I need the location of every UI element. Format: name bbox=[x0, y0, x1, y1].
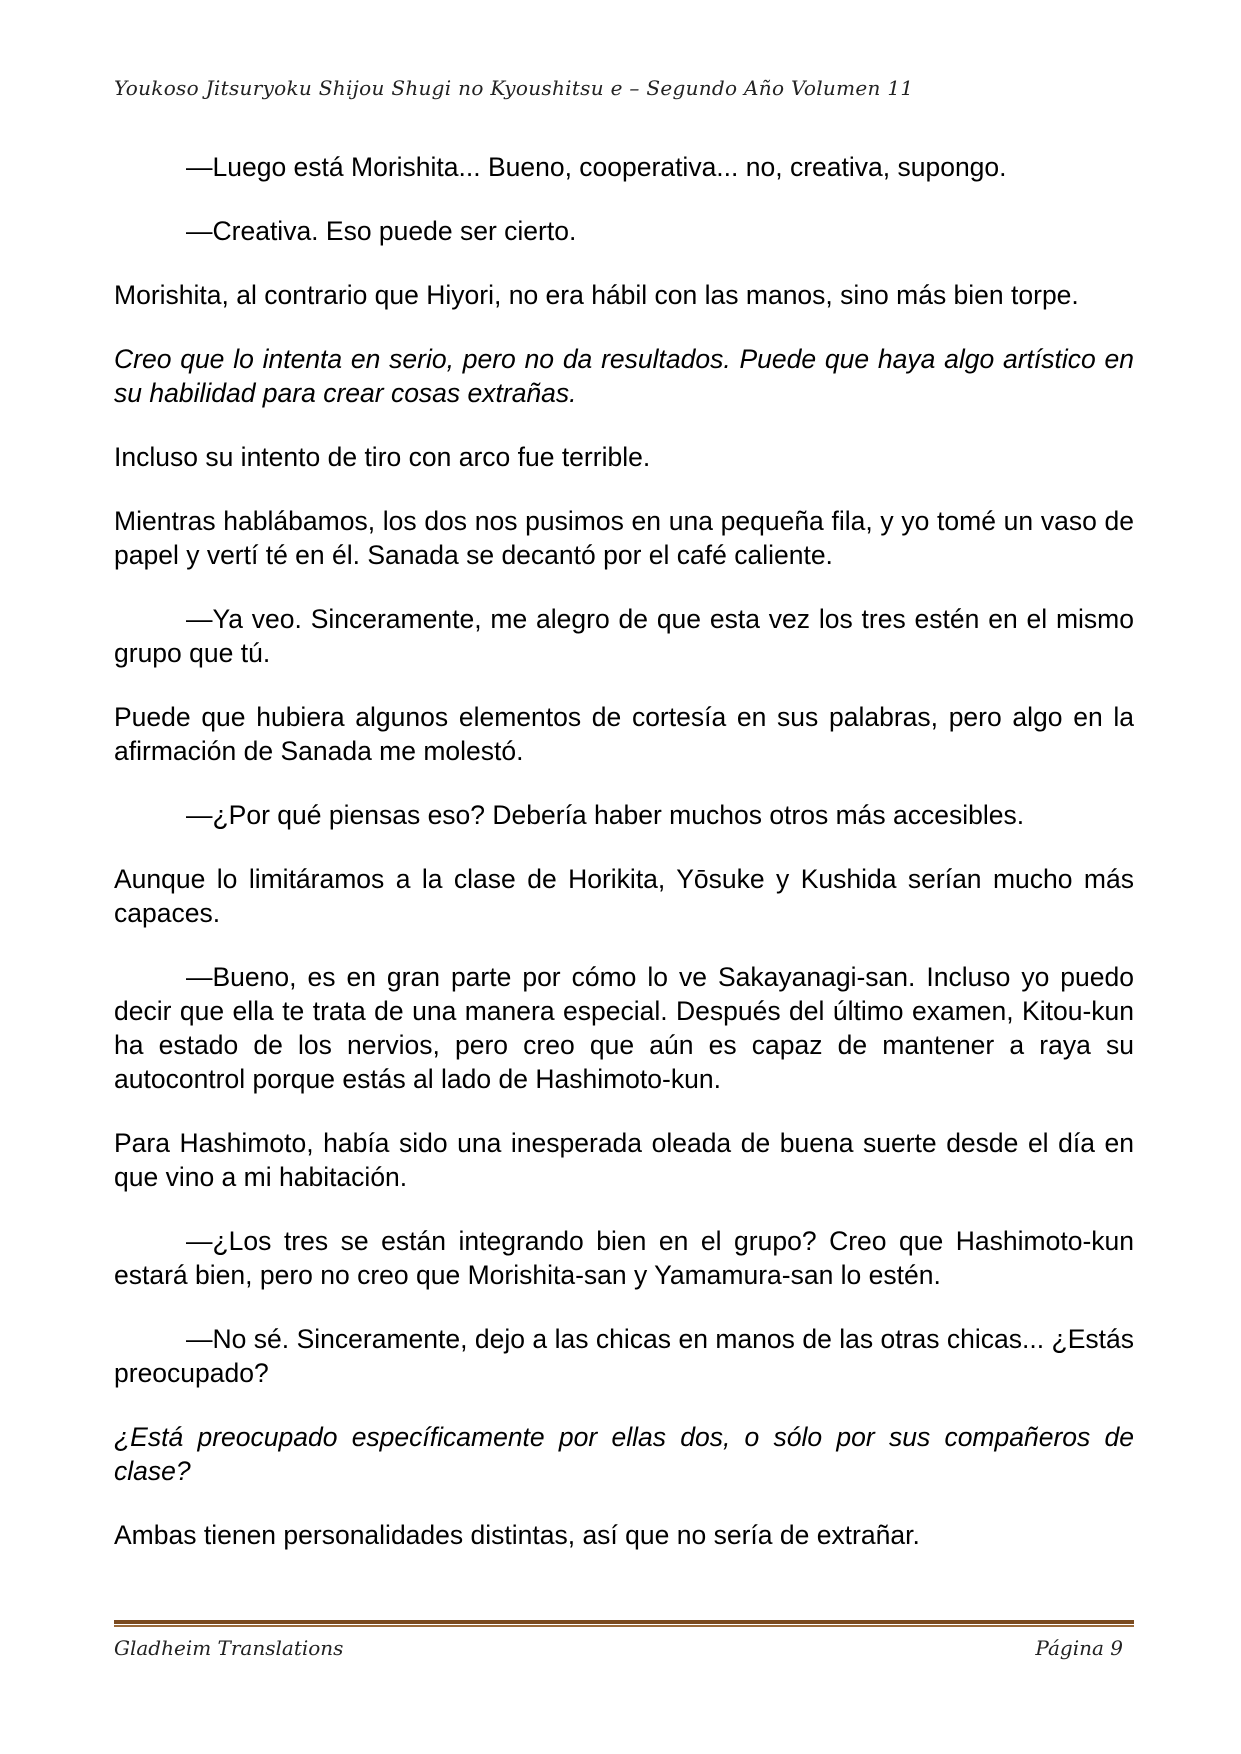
running-header: Youkoso Jitsuryoku Shijou Shugi no Kyoushitsu e – Segundo Año Volumen 11 bbox=[114, 76, 914, 100]
paragraph-dialogue: —No sé. Sinceramente, dejo a las chicas en manos de las otras chicas... ¿Estás preocupado? bbox=[114, 1324, 1134, 1388]
paragraph-narration: Puede que hubiera algunos elementos de cortesía en sus palabras, pero algo en la afirmación de Sanada me molestó. bbox=[114, 702, 1134, 766]
footer-divider-thin bbox=[114, 1625, 1134, 1627]
paragraph-dialogue: —Luego está Morishita... Bueno, cooperativa... no, creativa, supongo. bbox=[186, 152, 1007, 182]
footer-publisher: Gladheim Translations bbox=[114, 1636, 344, 1660]
footer-divider bbox=[114, 1620, 1134, 1627]
page-body bbox=[114, 150, 1134, 1582]
paragraph-thought: Creo que lo intenta en serio, pero no da resultados. Puede que haya algo artístico en su habilidad para crear cosas extrañas. bbox=[114, 344, 1134, 408]
paragraph-thought: ¿Está preocupado específicamente por ellas dos, o sólo por sus compañeros de clase? bbox=[114, 1422, 1134, 1486]
paragraph-narration: Para Hashimoto, había sido una inesperada oleada de buena suerte desde el día en que vino a mi habitación. bbox=[114, 1128, 1134, 1192]
paragraph-narration: Ambas tienen personalidades distintas, así que no sería de extrañar. bbox=[114, 1520, 920, 1550]
paragraph-narration: Incluso su intento de tiro con arco fue terrible. bbox=[114, 442, 651, 472]
paragraph-dialogue: —Bueno, es en gran parte por cómo lo ve Sakayanagi-san. Incluso yo puedo decir que ella te trata de una manera especial. Después del último examen, Kitou-kun ha estado de los nervios, pero creo que aún es capaz de mantener a raya su autocontrol porque estás al lado de Hashimoto-kun. bbox=[114, 962, 1134, 1094]
paragraph-dialogue: —¿Los tres se están integrando bien en el grupo? Creo que Hashimoto-kun estará bien, pero no creo que Morishita-san y Yamamura-san lo estén. bbox=[114, 1226, 1134, 1290]
paragraph-dialogue: —Ya veo. Sinceramente, me alegro de que esta vez los tres estén en el mismo grupo que tú. bbox=[114, 604, 1134, 668]
paragraph-dialogue: —¿Por qué piensas eso? Debería haber muchos otros más accesibles. bbox=[186, 800, 1025, 830]
paragraph-narration: Mientras hablábamos, los dos nos pusimos en una pequeña fila, y yo tomé un vaso de papel y vertí té en él. Sanada se decantó por el café caliente. bbox=[114, 506, 1134, 570]
paragraph-narration: Aunque lo limitáramos a la clase de Horikita, Yōsuke y Kushida serían mucho más capaces. bbox=[114, 864, 1134, 928]
paragraph-narration: Morishita, al contrario que Hiyori, no era hábil con las manos, sino más bien torpe. bbox=[114, 280, 1079, 310]
paragraph-dialogue: —Creativa. Eso puede ser cierto. bbox=[186, 216, 577, 246]
page-number: Página 9 bbox=[1035, 1636, 1123, 1660]
